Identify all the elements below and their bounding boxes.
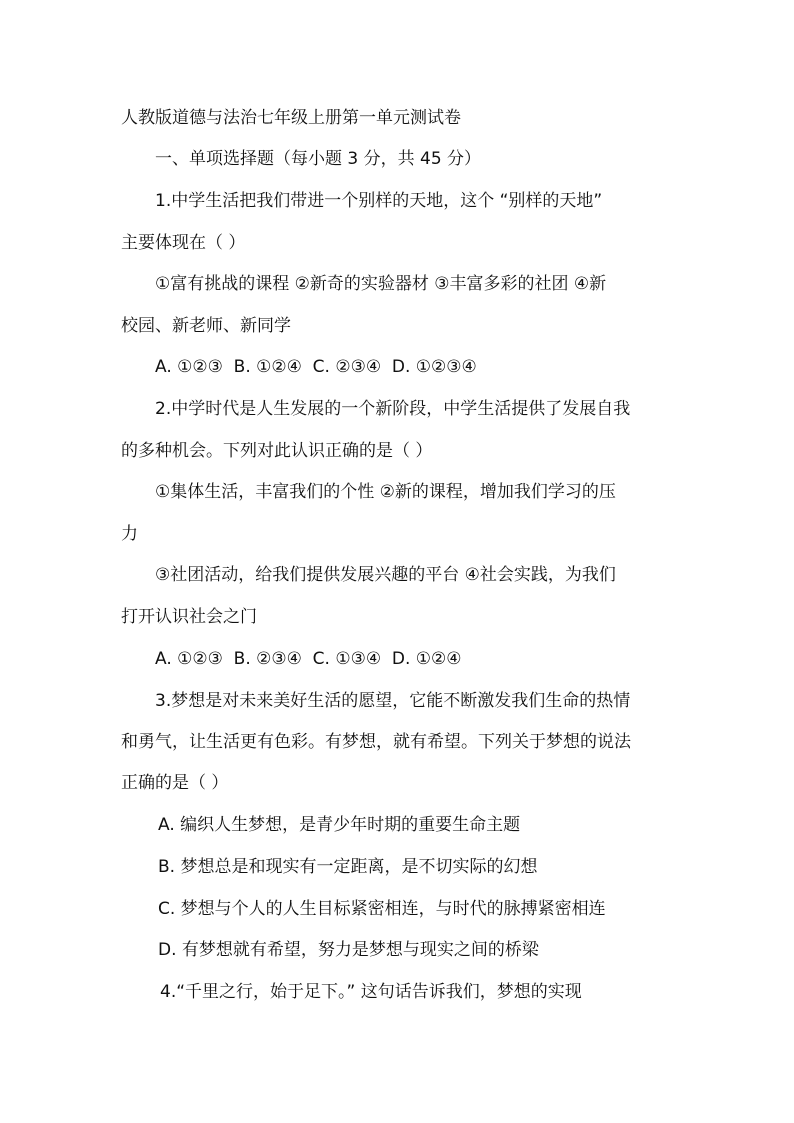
question-2-options: A. ①②③ B. ②③④ C. ①③④ D. ①②④ bbox=[155, 649, 462, 669]
question-3-option-d: D. 有梦想就有希望，努力是梦想与现实之间的桥梁 bbox=[158, 940, 539, 960]
question-2-statement-line-3: ③社团活动，给我们提供发展兴趣的平台 ④社会实践，为我们 bbox=[155, 565, 616, 585]
question-1-statement-line-2: 校园、新老师、新同学 bbox=[121, 316, 291, 336]
question-3-stem-line-1: 3.梦想是对未来美好生活的愿望，它能不断激发我们生命的热情 bbox=[155, 691, 631, 711]
question-2-stem-line-1: 2.中学时代是人生发展的一个新阶段，中学生活提供了发展自我 bbox=[155, 399, 631, 419]
question-2-stem-line-2: 的多种机会。下列对此认识正确的是（ ） bbox=[121, 441, 433, 461]
question-2-statement-line-1: ①集体生活，丰富我们的个性 ②新的课程，增加我们学习的压 bbox=[155, 482, 616, 502]
question-3-option-c: C. 梦想与个人的人生目标紧密相连，与时代的脉搏紧密相连 bbox=[158, 899, 606, 919]
document-title: 人教版道德与法治七年级上册第一单元测试卷 bbox=[121, 108, 461, 128]
question-2-statement-line-4: 打开认识社会之门 bbox=[121, 607, 257, 627]
question-3-option-b: B. 梦想总是和现实有一定距离，是不切实际的幻想 bbox=[158, 857, 538, 877]
question-1-statement-line-1: ①富有挑战的课程 ②新奇的实验器材 ③丰富多彩的社团 ④新 bbox=[155, 274, 607, 294]
question-1-stem-line-1: 1.中学生活把我们带进一个别样的天地，这个 “别样的天地” bbox=[155, 191, 603, 211]
section-heading: 一、单项选择题（每小题 3 分，共 45 分） bbox=[155, 149, 482, 169]
question-1-stem-line-2: 主要体现在（ ） bbox=[121, 233, 246, 253]
question-3-option-a: A. 编织人生梦想，是青少年时期的重要生命主题 bbox=[158, 815, 521, 835]
question-2-statement-line-2: 力 bbox=[121, 524, 138, 544]
question-3-stem-line-3: 正确的是（ ） bbox=[121, 773, 229, 793]
question-3-stem-line-2: 和勇气，让生活更有色彩。有梦想，就有希望。下列关于梦想的说法 bbox=[121, 732, 631, 752]
question-4-stem-line-1: 4.“千里之行，始于足下。” 这句话告诉我们，梦想的实现 bbox=[160, 982, 582, 1002]
question-1-options: A. ①②③ B. ①②④ C. ②③④ D. ①②③④ bbox=[155, 357, 477, 377]
